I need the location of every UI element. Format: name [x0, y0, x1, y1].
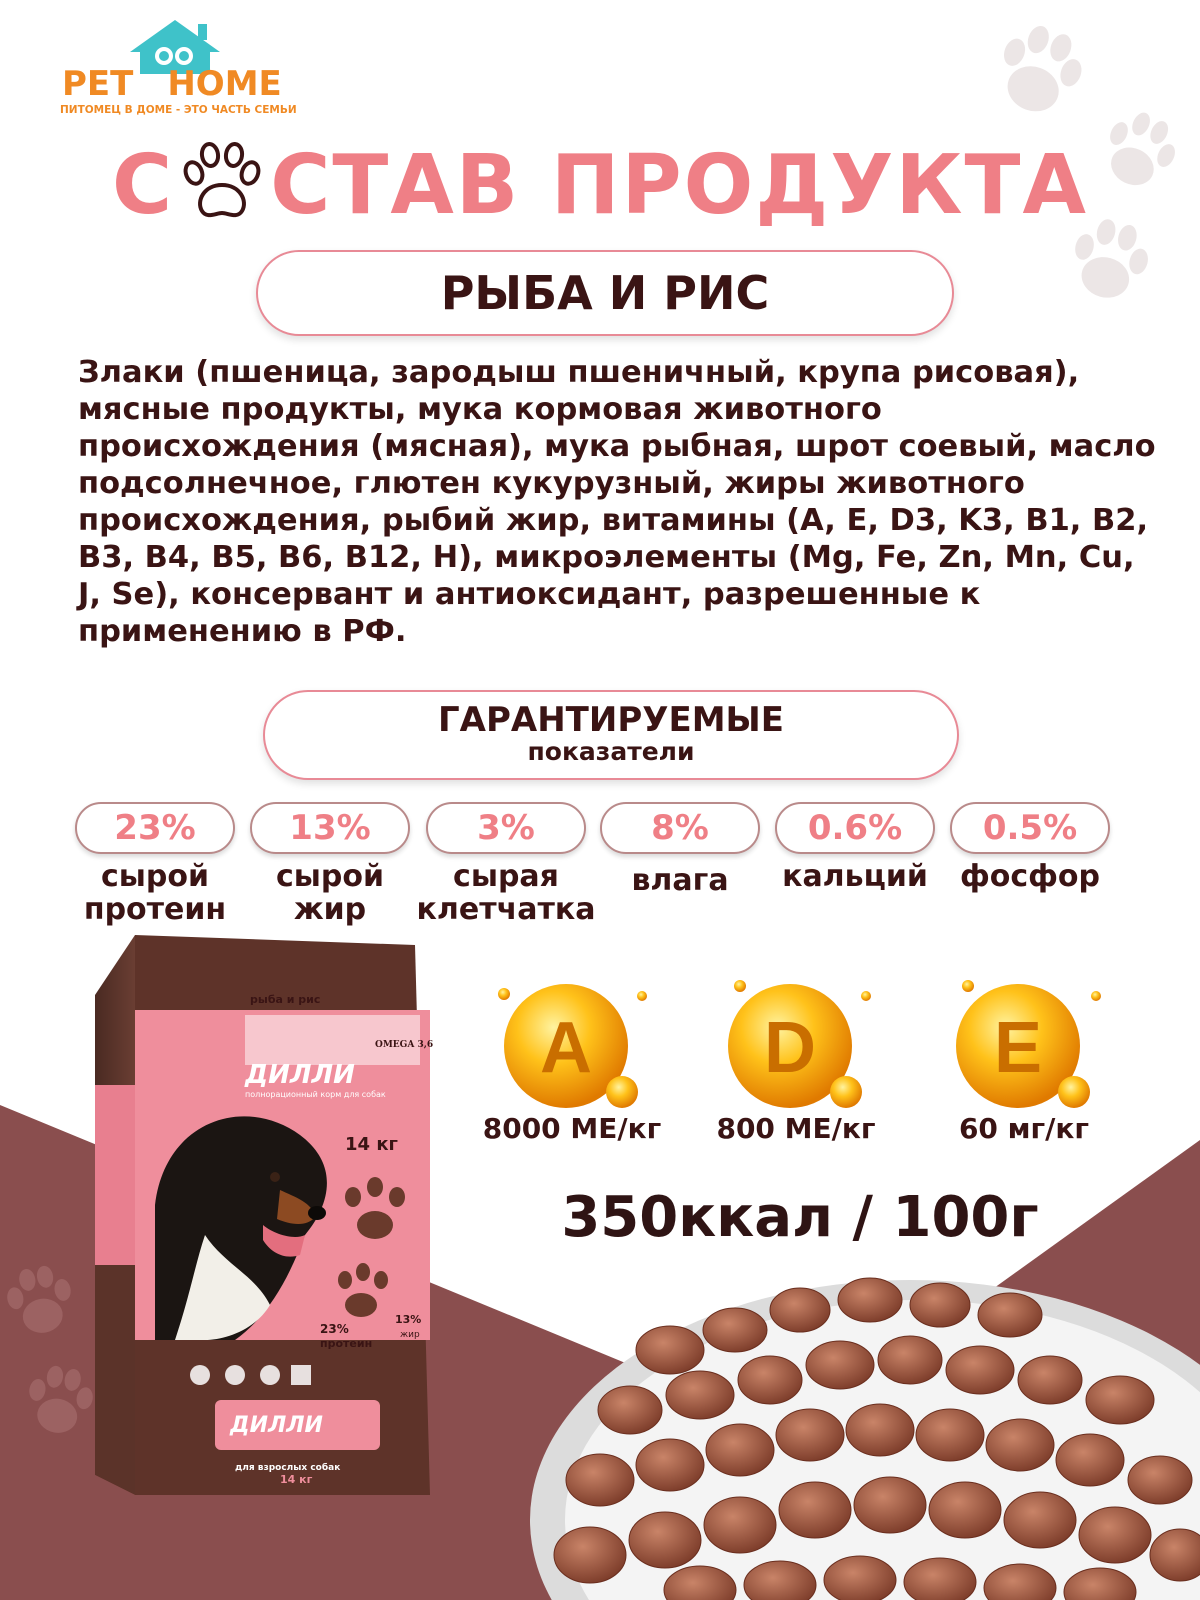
metric-label: сырой протеин [83, 859, 227, 927]
package-omega: OMEGA 3,6 [375, 1040, 434, 1050]
metric-label: фосфор [959, 859, 1100, 894]
metric-value: 8% [600, 802, 760, 854]
package-weight: 14 кг [345, 1134, 398, 1155]
metric-label: сырой жир [275, 859, 385, 927]
flavor-label: РЫБА И РИС [440, 266, 770, 320]
logo-tagline: ПИТОМЕЦ В ДОМЕ - ЭТО ЧАСТЬ СЕМЬИ [60, 104, 297, 116]
package-fat-label: жир [400, 1330, 420, 1340]
page-title: С СТАВ ПРОДУКТА [112, 138, 1088, 233]
logo-wordmark: PET HOME [62, 64, 282, 104]
metric-value: 23% [75, 802, 235, 854]
metric-label: кальций [782, 859, 928, 894]
vitamin-letter: A [540, 1008, 592, 1088]
product-package [95, 935, 435, 1510]
flavor-badge [256, 250, 954, 336]
vitamin-d-amount: 800 МЕ/кг [716, 1112, 876, 1145]
guaranteed-badge [263, 690, 959, 780]
vitamin-letter: D [764, 1008, 816, 1088]
package-protein-label: протеин [320, 1337, 373, 1350]
vitamin-a [466, 976, 676, 1116]
ingredients-text: Злаки (пшеница, зародыш пшеничный, крупа рисовая), мясные продукты, мука кормовая животного происхождения (мясная), мука рыбная, шрот соевый, масло подсолнечное, глютен кукурузный, жиры животного происхождения, рыбий жир, витамины (A, E, D3, K3, B1, B2, B3, B4, B5, B6, B12, H), микроэлементы (Mg, Fe, Zn, Mn, Cu, J, Se), консервант и антиоксидант, разрешенные к применению в РФ. [78, 355, 1156, 649]
metric-value: 0.6% [775, 802, 935, 854]
package-subtitle: полнорационный корм для собак [245, 1090, 386, 1099]
vitamin-letter: E [993, 1008, 1043, 1088]
metric-moisture [590, 802, 770, 897]
vitamin-a-icon [466, 976, 676, 1116]
vitamin-e-icon [918, 976, 1128, 1116]
paw-icon [174, 139, 270, 221]
package-weight-bottom: 14 кг [280, 1473, 313, 1486]
metric-fat [240, 802, 420, 926]
metric-phosphorus [940, 802, 1120, 893]
vitamin-e-amount: 60 мг/кг [958, 1112, 1090, 1145]
guaranteed-title: ГАРАНТИРУЕМЫЕ [438, 700, 784, 740]
vitamin-d-icon [690, 976, 900, 1116]
energy-value: 350ккал / 100г [561, 1185, 1039, 1250]
package-protein: 23% [320, 1322, 349, 1336]
package-brand: ДИЛЛИ [245, 1060, 355, 1090]
metric-label: сырая клетчатка [416, 859, 596, 927]
metric-label: влага [631, 863, 729, 898]
metric-value: 3% [426, 802, 586, 854]
metric-calcium [765, 802, 945, 893]
metric-value: 0.5% [950, 802, 1110, 854]
package-brand-bottom: ДИЛЛИ [230, 1413, 323, 1438]
metric-fiber [416, 802, 596, 926]
kibble-bowl [530, 1270, 1200, 1600]
metric-protein [65, 802, 245, 926]
vitamin-e [918, 976, 1128, 1116]
package-audience: для взрослых собак [235, 1463, 341, 1473]
vitamin-a-amount: 8000 МЕ/кг [482, 1112, 662, 1145]
vitamin-d [690, 976, 900, 1116]
brand-logo [60, 14, 297, 124]
package-fat: 13% [395, 1313, 422, 1326]
package-flavor: рыба и рис [250, 993, 321, 1006]
metric-value: 13% [250, 802, 410, 854]
guaranteed-subtitle: показатели [527, 737, 695, 766]
